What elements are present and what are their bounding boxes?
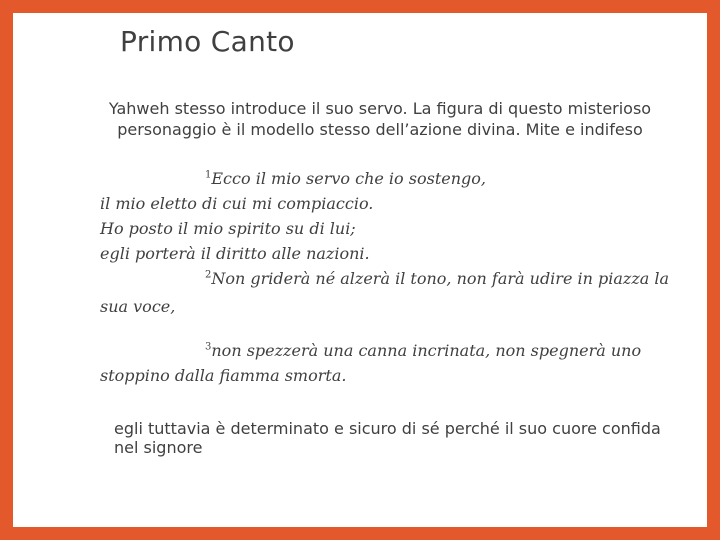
verse-3-number: 3 (205, 341, 212, 353)
intro-paragraph: Yahweh stesso introduce il suo servo. La figura di questo misterioso personaggio è il modello stesso dell’azione divina. Mite e indifeso (108, 99, 652, 139)
verse-1-number: 1 (205, 169, 212, 181)
verse-3-text: non spezzerà una canna incrinata, non spegnerà uno (211, 341, 642, 360)
verse-2-text: Non griderà né alzerà il tono, non farà udire in piazza la (211, 269, 670, 288)
verse-1-line-1 (100, 166, 690, 191)
slide-title: Primo Canto (120, 25, 295, 58)
verse-2-line-1 (100, 266, 690, 291)
verse-1-line-2: il mio eletto di cui mi compiaccio. (100, 194, 374, 213)
verse-1-line-3: Ho posto il mio spirito su di lui; (100, 219, 356, 238)
verse-3-line-2: stoppino dalla fiamma smorta. (100, 366, 347, 385)
verse-block-2 (100, 338, 690, 388)
verse-1-text: Ecco il mio servo che io sostengo, (211, 169, 486, 188)
verse-2-number: 2 (205, 269, 212, 281)
content-panel (13, 13, 707, 527)
conclusion-paragraph: egli tuttavia è determinato e sicuro di sé perché il suo cuore confida nel signore (114, 419, 661, 457)
verse-2-line-2: sua voce, (100, 297, 176, 316)
verse-3-line-1 (100, 338, 690, 363)
verse-block-1 (100, 166, 690, 319)
verse-1-line-4: egli porterà il diritto alle nazioni. (100, 244, 370, 263)
